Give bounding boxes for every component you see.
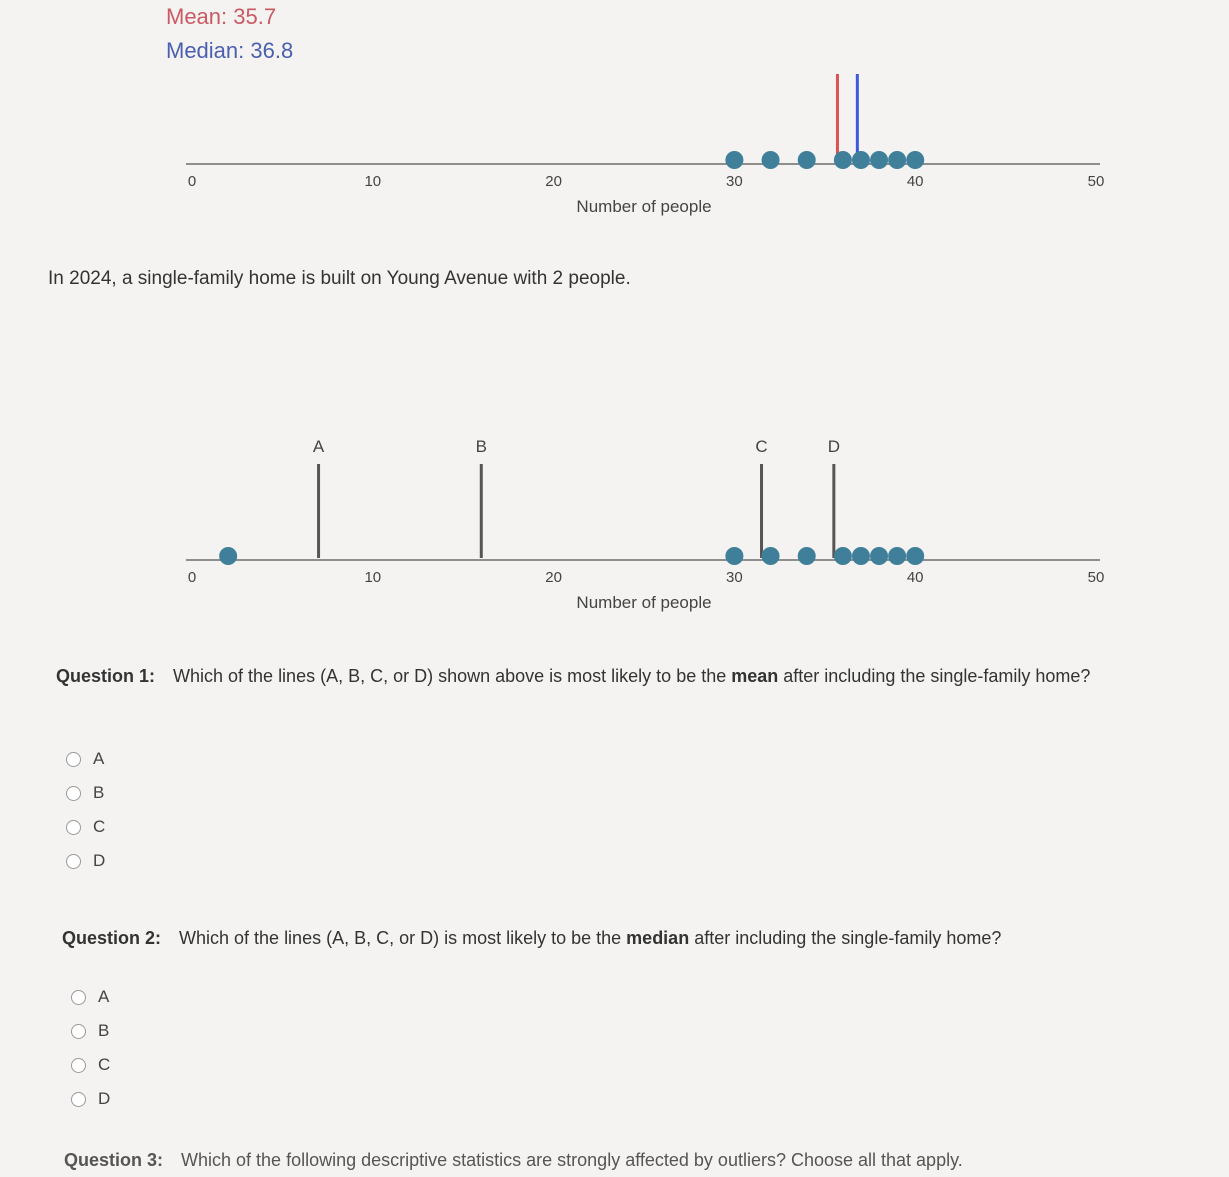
data-point bbox=[834, 547, 852, 565]
x-axis-label: Number of people bbox=[576, 593, 712, 612]
x-tick-label: 50 bbox=[1087, 569, 1105, 586]
median-label: Median: 36.8 bbox=[166, 38, 294, 63]
x-tick-label: 40 bbox=[906, 569, 924, 586]
data-point bbox=[888, 547, 906, 565]
dot-plot-current bbox=[0, 66, 1229, 226]
question-2-text-end: after including the single-family home? bbox=[689, 928, 1002, 948]
q1-option-c-label: C bbox=[93, 817, 106, 836]
radio-icon[interactable] bbox=[71, 1058, 86, 1073]
data-point bbox=[798, 547, 816, 565]
question-2-options bbox=[71, 980, 110, 1116]
q1-option-d-label: D bbox=[93, 851, 106, 870]
x-tick-label: 40 bbox=[906, 173, 924, 190]
reference-line-label: C bbox=[755, 437, 768, 456]
question-1-number: Question 1: bbox=[56, 666, 156, 686]
question-1-keyword: mean bbox=[731, 666, 779, 686]
x-tick-label: 30 bbox=[726, 569, 743, 586]
q2-option-c[interactable] bbox=[71, 1048, 110, 1082]
data-point bbox=[870, 547, 888, 565]
q2-option-d-label: D bbox=[98, 1089, 111, 1108]
x-tick-label: 20 bbox=[545, 569, 562, 586]
radio-icon[interactable] bbox=[66, 854, 81, 869]
question-3-number: Question 3: bbox=[64, 1150, 164, 1170]
question-1 bbox=[56, 664, 1196, 688]
data-point bbox=[852, 547, 870, 565]
data-point bbox=[888, 151, 906, 169]
q1-option-b[interactable] bbox=[66, 776, 105, 810]
x-tick-label: 0 bbox=[187, 173, 197, 190]
x-tick-label: 10 bbox=[364, 569, 382, 586]
q2-option-a[interactable] bbox=[71, 980, 110, 1014]
question-3-text: Which of the following descriptive statistics are strongly affected by outliers? Choose all that apply. bbox=[181, 1150, 963, 1170]
question-1-text-end: after including the single-family home? bbox=[778, 666, 1091, 686]
radio-icon[interactable] bbox=[71, 990, 86, 1005]
x-tick-label: 30 bbox=[726, 173, 743, 190]
data-point bbox=[852, 151, 870, 169]
reference-line-label: A bbox=[312, 437, 325, 456]
q2-option-b-label: B bbox=[98, 1021, 110, 1040]
radio-icon[interactable] bbox=[66, 752, 81, 767]
question-1-options bbox=[66, 742, 105, 878]
data-point bbox=[870, 151, 888, 169]
question-2 bbox=[62, 926, 1212, 950]
q1-option-b-label: B bbox=[93, 783, 105, 802]
data-point bbox=[762, 547, 780, 565]
q2-option-c-label: C bbox=[98, 1055, 111, 1074]
dot-plot-with-new-home bbox=[0, 420, 1229, 620]
q1-option-d[interactable] bbox=[66, 844, 105, 878]
radio-icon[interactable] bbox=[71, 1092, 86, 1107]
data-point bbox=[762, 151, 780, 169]
question-2-keyword: median bbox=[626, 928, 690, 948]
q2-option-d[interactable] bbox=[71, 1082, 110, 1116]
q1-option-a[interactable] bbox=[66, 742, 105, 776]
radio-icon[interactable] bbox=[66, 820, 81, 835]
data-point bbox=[725, 151, 743, 169]
x-tick-label: 10 bbox=[364, 173, 382, 190]
q1-option-a-label: A bbox=[93, 749, 105, 768]
question-3 bbox=[64, 1148, 1214, 1172]
data-point bbox=[725, 547, 743, 565]
x-tick-label: 50 bbox=[1087, 173, 1105, 190]
data-point bbox=[906, 151, 924, 169]
question-2-text-start: Which of the lines (A, B, C, or D) is most likely to be the bbox=[179, 928, 627, 948]
mean-label: Mean: 35.7 bbox=[166, 4, 277, 29]
reference-line-label: B bbox=[475, 437, 487, 456]
radio-icon[interactable] bbox=[66, 786, 81, 801]
reference-line-label: D bbox=[827, 437, 840, 456]
data-point bbox=[834, 151, 852, 169]
q1-option-c[interactable] bbox=[66, 810, 105, 844]
question-2-number: Question 2: bbox=[62, 928, 162, 948]
data-point bbox=[906, 547, 924, 565]
x-tick-label: 20 bbox=[545, 173, 562, 190]
intro-text: In 2024, a single-family home is built on Young Avenue with 2 people. bbox=[48, 268, 631, 289]
question-1-text-start: Which of the lines (A, B, C, or D) shown above is most likely to be the bbox=[173, 666, 732, 686]
q2-option-a-label: A bbox=[98, 987, 110, 1006]
data-point bbox=[798, 151, 816, 169]
x-tick-label: 0 bbox=[187, 569, 197, 586]
radio-icon[interactable] bbox=[71, 1024, 86, 1039]
x-axis-label: Number of people bbox=[576, 197, 712, 216]
data-point bbox=[219, 547, 237, 565]
q2-option-b[interactable] bbox=[71, 1014, 110, 1048]
